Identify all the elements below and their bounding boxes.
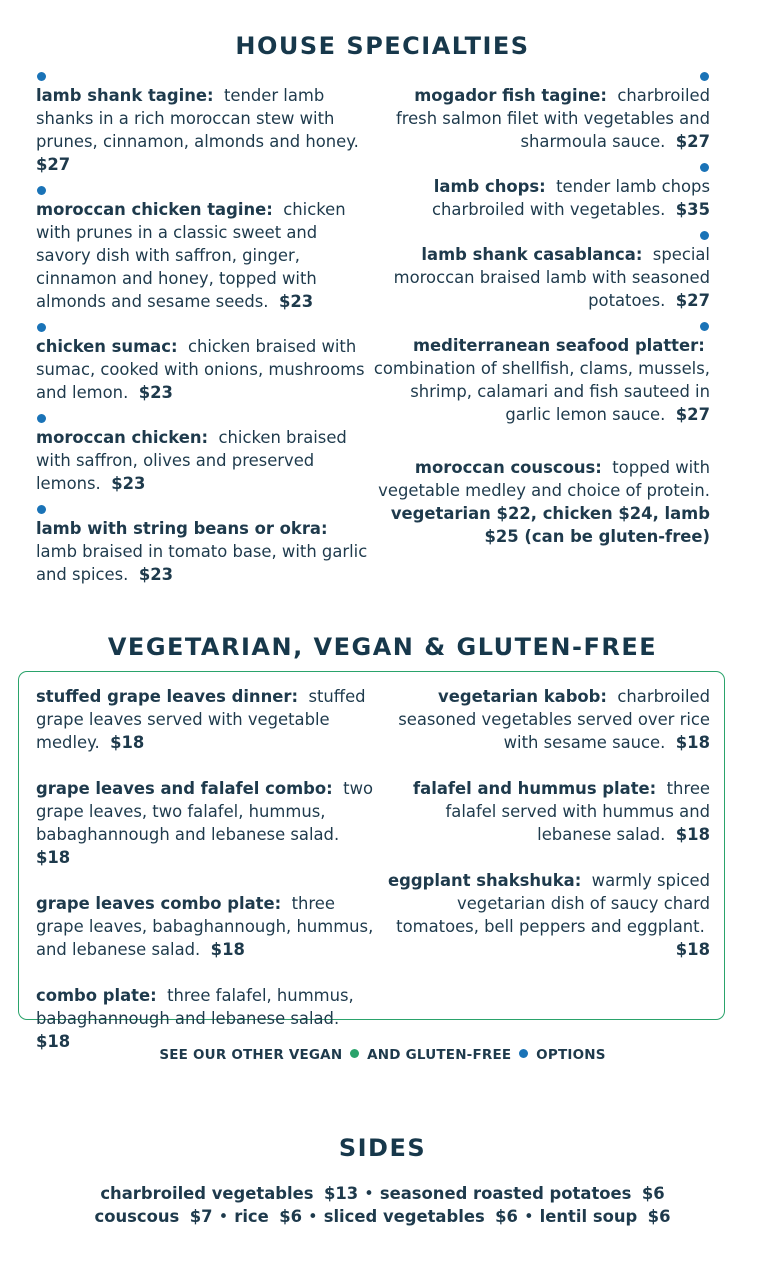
separator-icon: • <box>364 1184 374 1203</box>
sides-row-1 <box>0 1182 765 1205</box>
item-description: two grape leaves, two falafel, hummus, babaghannough and lebanese salad. <box>36 779 374 844</box>
side-name: sliced vegetables <box>323 1207 485 1226</box>
item-price: $18 <box>675 825 710 844</box>
menu-item <box>36 503 376 586</box>
menu-item <box>36 412 376 495</box>
item-description: chicken braised with saffron, olives and preserved lemons. <box>36 428 347 493</box>
side-price: $6 <box>495 1207 518 1226</box>
item-name: mogador fish tagine: <box>414 86 607 105</box>
item-price: $27 <box>675 132 710 151</box>
item-description: charbroiled fresh salmon filet with vegetables and sharmoula sauce. <box>395 86 710 151</box>
veg-right-column <box>370 685 710 984</box>
menu-item <box>370 685 710 754</box>
menu-item <box>370 777 710 846</box>
menu-item <box>370 161 710 221</box>
item-name: lamb shank tagine: <box>36 86 214 105</box>
house-specialties-title: HOUSE SPECIALTIES <box>235 32 530 60</box>
menu-item <box>36 321 376 404</box>
item-description: chicken braised with sumac, cooked with onions, mushrooms and lemon. <box>36 337 365 402</box>
veg-left-column <box>36 685 376 1076</box>
item-price: $35 <box>675 200 710 219</box>
item-description: tender lamb chops charbroiled with vegetables. <box>432 177 710 219</box>
item-name: chicken sumac: <box>36 337 178 356</box>
separator-icon: • <box>523 1207 534 1226</box>
side-name: charbroiled vegetables <box>100 1184 314 1203</box>
item-price: $18 <box>675 733 710 752</box>
menu-item <box>36 777 376 869</box>
gluten-free-dot-icon <box>36 321 376 335</box>
item-description: charbroiled seasoned vegetables served over rice with sesame sauce. <box>398 687 710 752</box>
menu-item <box>36 184 376 313</box>
item-name: moroccan chicken tagine: <box>36 200 273 219</box>
legend-text-1: SEE OUR OTHER VEGAN <box>159 1047 343 1063</box>
item-name: eggplant shakshuka: <box>388 871 582 890</box>
gluten-free-dot-icon <box>370 70 710 84</box>
item-price: $23 <box>138 565 174 584</box>
menu-item <box>370 320 710 426</box>
gluten-free-dot-icon <box>36 412 376 426</box>
gluten-free-dot-icon <box>370 229 710 243</box>
gluten-free-dot-icon <box>36 70 376 84</box>
menu-item <box>370 70 710 153</box>
menu-item <box>36 984 376 1053</box>
dietary-legend <box>0 1047 765 1063</box>
item-description: combination of shellfish, clams, mussels, shrimp, calamari and fish sauteed in garlic lemon sauce. <box>373 359 710 424</box>
sides-title: SIDES <box>338 1134 427 1162</box>
item-name: lamb chops: <box>433 177 546 196</box>
house-left-column <box>36 70 376 594</box>
item-name: stuffed grape leaves dinner: <box>36 687 299 706</box>
menu-item <box>36 685 376 754</box>
gluten-free-dot-icon <box>519 1049 528 1058</box>
side-price: $7 <box>189 1207 213 1226</box>
side-price: $13 <box>323 1184 359 1203</box>
item-name: lamb shank casablanca: <box>421 245 643 264</box>
side-price: $6 <box>641 1184 665 1203</box>
menu-item <box>370 456 710 548</box>
side-name: lentil soup <box>539 1207 638 1226</box>
side-name: seasoned roasted potatoes <box>379 1184 632 1203</box>
item-description: three falafel served with hummus and lebanese salad. <box>445 779 710 844</box>
gluten-free-dot-icon <box>36 184 376 198</box>
item-description: three grape leaves, babaghannough, hummus, and lebanese salad. <box>36 894 374 959</box>
menu-item <box>36 892 376 961</box>
item-price: $23 <box>138 383 173 402</box>
item-description: special moroccan braised lamb with seasoned potatoes. <box>393 245 710 310</box>
item-price: $27 <box>36 155 71 174</box>
legend-text-3: OPTIONS <box>536 1047 606 1063</box>
item-price: $18 <box>210 940 245 959</box>
item-price: $23 <box>278 292 314 311</box>
item-name: vegetarian kabob: <box>438 687 607 706</box>
gluten-free-dot-icon <box>370 320 710 334</box>
menu-item <box>36 70 376 176</box>
side-price: $6 <box>279 1207 303 1226</box>
item-name: falafel and hummus plate: <box>413 779 657 798</box>
item-price: $27 <box>675 291 710 310</box>
gluten-free-dot-icon <box>370 161 710 175</box>
gluten-free-dot-icon <box>36 503 376 517</box>
sides-row-2 <box>0 1205 765 1228</box>
separator-icon: • <box>218 1207 229 1226</box>
item-price: $23 <box>111 474 146 493</box>
legend-text-2: AND GLUTEN-FREE <box>367 1047 512 1063</box>
item-description: warmly spiced vegetarian dish of saucy chard tomatoes, bell peppers and eggplant. <box>396 871 710 936</box>
item-price: $18 <box>36 848 71 867</box>
item-name: grape leaves combo plate: <box>36 894 282 913</box>
item-description: topped with vegetable medley and choice of protein. <box>378 458 710 500</box>
item-price: $18 <box>110 733 145 752</box>
vegetarian-section-title: VEGETARIAN, VEGAN & GLUTEN-FREE <box>107 633 658 661</box>
side-name: rice <box>234 1207 269 1226</box>
item-price: $18 <box>675 940 710 959</box>
item-name: moroccan chicken: <box>36 428 209 447</box>
item-description: stuffed grape leaves served with vegetable medley. <box>36 687 366 752</box>
item-description: chicken with prunes in a classic sweet and savory dish with saffron, ginger, cinnamon and honey, topped with almonds and sesame seeds. <box>36 200 346 311</box>
item-name: mediterranean seafood platter: <box>412 336 705 355</box>
vegan-dot-icon <box>350 1049 359 1058</box>
house-right-column <box>370 70 710 556</box>
item-name: moroccan couscous: <box>414 458 602 477</box>
item-price: $27 <box>675 405 710 424</box>
menu-item <box>370 869 710 961</box>
item-description: tender lamb shanks in a rich moroccan stew with prunes, cinnamon, almonds and honey. <box>36 86 359 151</box>
item-name: lamb with string beans or okra: <box>36 519 328 538</box>
side-price: $6 <box>647 1207 671 1226</box>
item-name: combo plate: <box>36 986 157 1005</box>
side-name: couscous <box>94 1207 180 1226</box>
menu-item <box>370 229 710 312</box>
item-description: lamb braised in tomato base, with garlic and spices. <box>36 542 368 584</box>
item-name: grape leaves and falafel combo: <box>36 779 333 798</box>
item-description: three falafel, hummus, babaghannough and lebanese salad. <box>36 986 354 1028</box>
separator-icon: • <box>308 1207 318 1226</box>
item-price-options: vegetarian $22, chicken $24, lamb $25 (can be gluten-free) <box>390 504 710 546</box>
item-price: $18 <box>36 1032 71 1051</box>
